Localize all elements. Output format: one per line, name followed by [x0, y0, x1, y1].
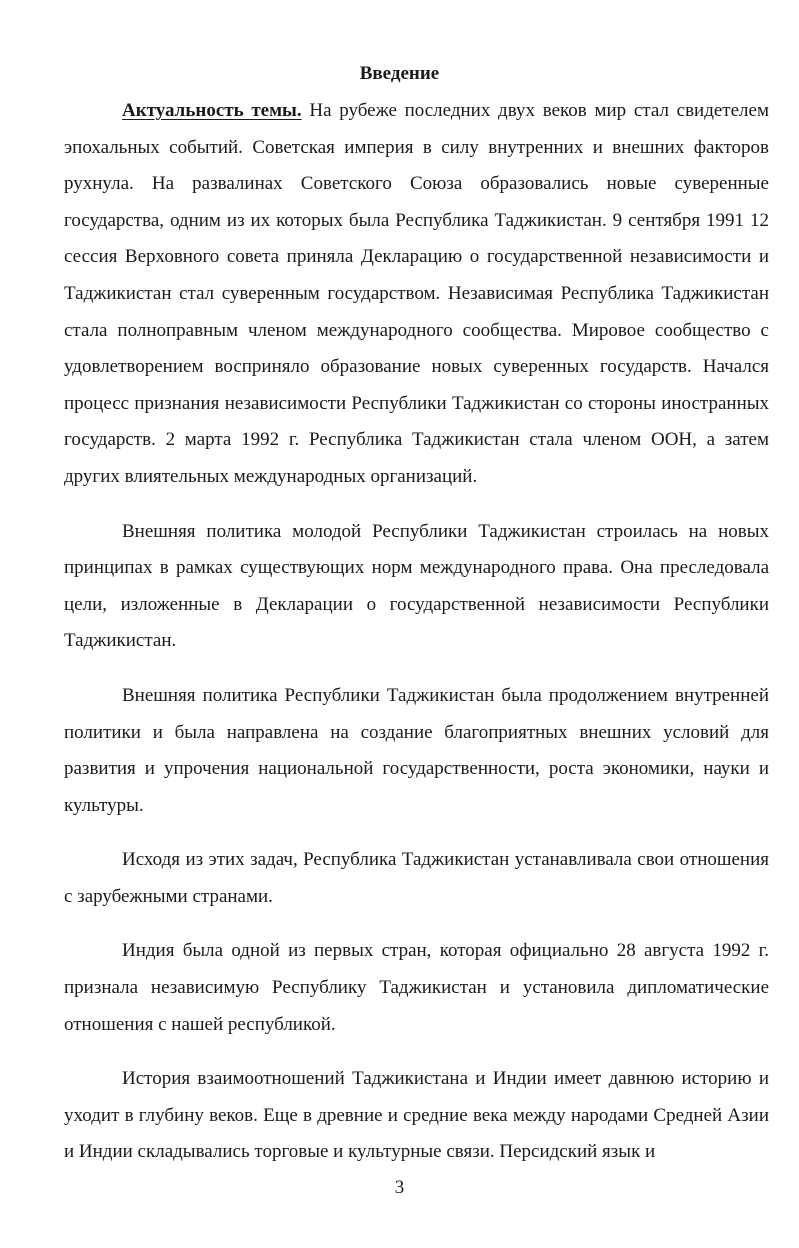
paragraph-history: История взаимоотношений Таджикистана и Индии имеет давнюю историю и уходит в глубину веков. Еще в древние и средние века между народами Средней Азии и Индии складывались торговые и культурные связи. Персидский язык и — [64, 1068, 769, 1163]
paragraph-relations: Исходя из этих задач, Республика Таджикистан устанавливала свои отношения с зарубежными странами. — [64, 849, 769, 907]
relevance-heading: Актуальность темы. — [122, 100, 302, 121]
paragraph-text: На рубеже последних двух веков мир стал свидетелем эпохальных событий. Советская империя в силу внутренних и внешних факторов рухнула. На развалинах Советского Союза образовались новые суверенные государства, одним из их которых была Республика Таджикистан. 9 сентября 1991 12 сессия Верховного совета приняла Декларацию о государственной независимости и Таджикистан стал суверенным государством. Независимая Республика Таджикистан стала полноправным членом международного сообщества. Мировое сообщество с удовлетворением восприняло образование новых суверенных государств. Начался процесс признания независимости Республики Таджикистан со стороны иностранных государств. 2 марта 1992 г. Республика Таджикистан стала членом ООН, а затем других влиятельных международных организаций. — [64, 100, 769, 487]
body-text — [64, 93, 769, 1171]
paragraph-relevance — [64, 93, 769, 496]
page-title: Введение — [359, 63, 440, 84]
page-number: 3 — [394, 1177, 405, 1198]
paragraph-foreign-policy-goals: Внешняя политика Республики Таджикистан была продолжением внутренней политики и была направлена на создание благоприятных внешних условий для развития и упрочения национальной государственности, роста экономики, науки и культуры. — [64, 684, 769, 816]
paragraph-india-recognition: Индия была одной из первых стран, которая официально 28 августа 1992 г. признала независимую Республику Таджикистан и установила дипломатические отношения с нашей республикой. — [64, 940, 769, 1035]
paragraph-foreign-policy-principles: Внешняя политика молодой Республики Таджикистан строилась на новых принципах в рамках существующих норм международного права. Она преследовала цели, изложенные в Декларации о государственной независимости Республики Таджикистан. — [64, 520, 769, 652]
